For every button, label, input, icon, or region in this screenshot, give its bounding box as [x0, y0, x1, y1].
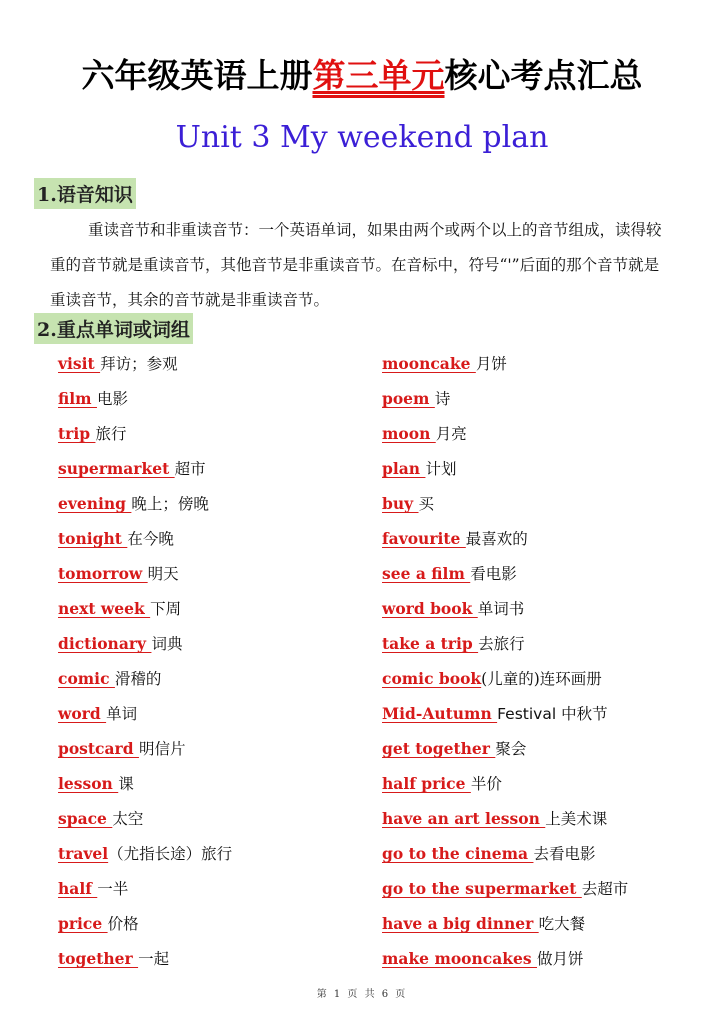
vocab-item: comic 滑稽的 [58, 669, 162, 688]
vocab-item: see a film 看电影 [382, 564, 517, 583]
vocab-column-left [58, 350, 232, 980]
vocab-item: supermarket 超市 [58, 459, 206, 478]
phonetics-text: 重读音节和非重读音节：一个英语单词，如果由两个或两个以上的音节组成，读得较重的音节就是重读音节，其他音节是非重读音节。在音标中，符号“'”后面的那个音节就是重读音节，其余的音节就是非重读音节。 [50, 221, 662, 309]
vocab-item: together 一起 [58, 949, 170, 968]
vocab-item: half price 半价 [382, 774, 502, 793]
vocab-item: space 太空 [58, 809, 144, 828]
vocab-item: go to the cinema 去看电影 [382, 844, 596, 863]
title-highlight: 第三单元 [312, 56, 445, 95]
vocab-item: film 电影 [58, 389, 128, 408]
title-suffix: 核心考点汇总 [444, 56, 643, 95]
vocab-item: visit 拜访；参观 [58, 354, 178, 373]
title-prefix: 六年级英语上册 [81, 56, 313, 95]
vocab-item: have an art lesson 上美术课 [382, 809, 608, 828]
document-title [0, 50, 724, 97]
unit-subtitle: Unit 3 My weekend plan [175, 120, 549, 155]
vocab-item: lesson 课 [58, 774, 134, 793]
vocab-item: tonight 在今晚 [58, 529, 174, 548]
vocab-item: word book 单词书 [382, 599, 525, 618]
vocab-item: trip 旅行 [58, 424, 127, 443]
vocab-item: comic book(儿童的)连环画册 [382, 669, 602, 688]
vocab-column-right [382, 350, 628, 980]
vocab-item: tomorrow 明天 [58, 564, 179, 583]
vocab-item: make mooncakes 做月饼 [382, 949, 584, 968]
vocab-item: price 价格 [58, 914, 139, 933]
vocab-item: get together 聚会 [382, 739, 527, 758]
phonetics-paragraph [50, 213, 670, 318]
vocab-item: take a trip 去旅行 [382, 634, 525, 653]
vocab-item: moon 月亮 [382, 424, 467, 443]
vocab-item: next week 下周 [58, 599, 182, 618]
vocab-item: mooncake 月饼 [382, 354, 507, 373]
vocab-item: favourite 最喜欢的 [382, 529, 528, 548]
vocab-item: go to the supermarket 去超市 [382, 879, 629, 898]
vocab-item: have a big dinner 吃大餐 [382, 914, 586, 933]
vocab-item: travel（尤指长途）旅行 [58, 844, 233, 863]
vocab-item: Mid-Autumn Festival 中秋节 [382, 704, 608, 723]
vocab-item: half 一半 [58, 879, 129, 898]
vocab-item: dictionary 词典 [58, 634, 183, 653]
vocab-item: word 单词 [58, 704, 138, 723]
section-heading-vocabulary: 2.重点单词或词组 [34, 313, 193, 344]
vocab-item: evening 晚上；傍晚 [58, 494, 209, 513]
section-heading-phonetics: 1.语音知识 [34, 178, 136, 209]
vocab-item: buy 买 [382, 494, 435, 513]
vocab-item: postcard 明信片 [58, 739, 186, 758]
vocab-item: plan 计划 [382, 459, 457, 478]
vocab-item: poem 诗 [382, 389, 451, 408]
page-number-footer: 第 1 页 共 6 页 [316, 989, 408, 1000]
